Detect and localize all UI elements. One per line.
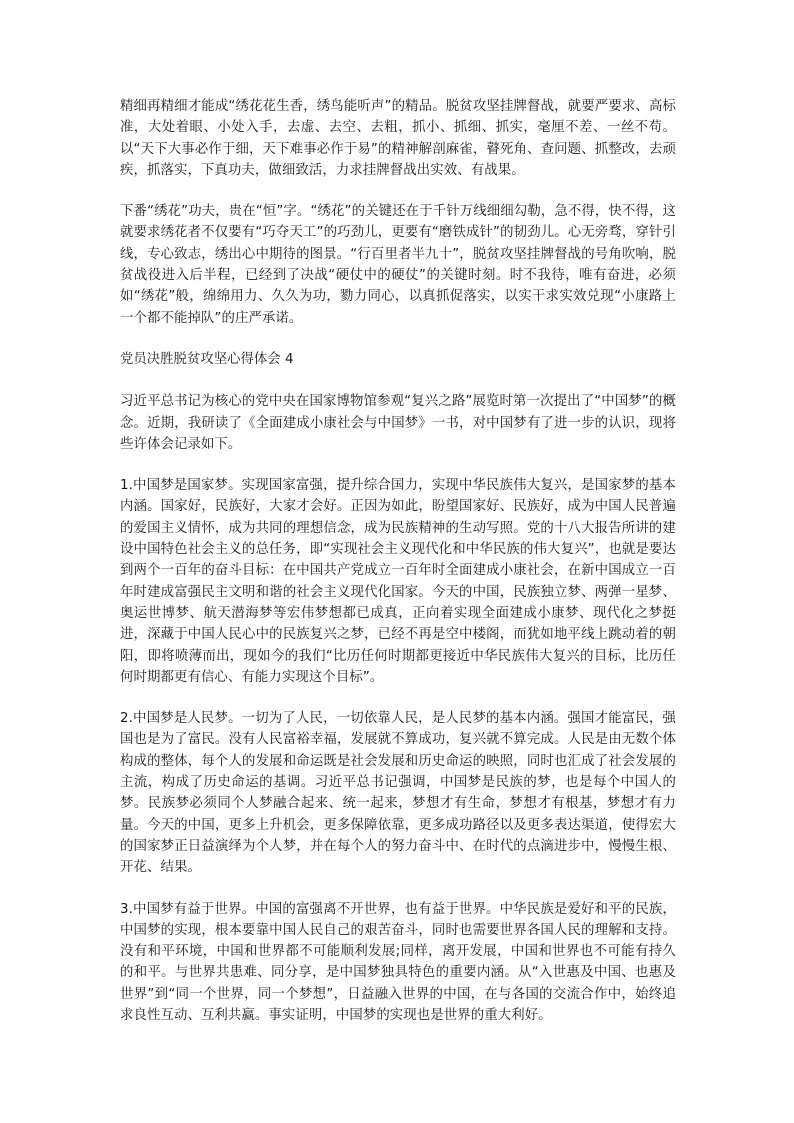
paragraph-embroidery-precision: 精细再精细才能成“绣花花生香，绣鸟能听声”的精品。脱贫攻坚挂牌督战，就要严要求、高标准，大处着眼、小处入手，去虚、去空、去粗，抓小、抓细、抓实，毫厘不差、一丝不苟。以“天下大事必作于细，天下难事必作于易”的精神解剖麻雀，瞽死角、查问题、抓整改，去顽疾，抓落实，下真功夫，做细致活，力求挂牌督战出实效、有战果。 — [120, 99, 676, 178]
section-heading: 党员决胜脱贫攻坚心得体会 4 — [120, 351, 294, 367]
paragraph-national-dream: 1.中国梦是国家梦。实现国家富强，提升综合国力，实现中华民族伟大复兴，是国家梦的基本内涵。国家好，民族好，大家才会好。正因为如此，盼望国家好、民族好，成为中国人民普遍的爱国主义情怀，成为共同的理想信念，成为民族精神的生动写照。党的十八大报告所讲的建设中国特色社会主义的总任务，即“实现社会主义现代化和中华民族的伟大复兴”，也就是要达到两个一百年的奋斗目标：在中国共产党成立一百年时全面建成小康社会，在新中国成立一百年时建成富强民主文明和谐的社会主义现代化国家。今天的中国，民族独立梦、两弹一星梦、奥运世博梦、航天潜海梦等宏伟梦想都已成真，正向着实现全面建成小康梦、现代化之梦挺进，深藏于中国人民心中的民族复兴之梦，已经不再是空中楼阁，而犹如地平线上跳动着的朝阳，即将喷薄而出，现如今的我们“比历任何时期都更接近中华民族伟大复兴的目标，比历任何时期都更有信心、有能力实现这个目标”。 — [120, 478, 676, 685]
paragraph-embroidery-perseverance: 下番“绣花”功夫，贵在“恒”字。“绣花”的关键还在于千针万线细细勾勒，急不得，快不得，这就要求绣花者不仅要有“巧夺天工”的巧劲儿，更要有“磨铁成针”的韧劲儿。心无旁骛，穿针引线，专心致志，绣出心中期待的图景。“行百里者半九十”，脱贫攻坚挂牌督战的号角吹响，脱贫战役进入后半程，已经到了决战“硬仗中的硬仗”的关键时刻。时不我待，唯有奋进，必须如“绣花”般，绵绵用力、久久为功，勠力同心，以真抓促落实，以实干求实效兑现“小康路上一个都不能掉队”的庄严承诺。 — [120, 204, 676, 326]
paragraph-introduction: 习近平总书记为核心的党中央在国家博物馆参观“复兴之路”展览时第一次提出了“中国梦”的概念。近期，我研读了《全面建成小康社会与中国梦》一书，对中国梦有了进一步的认识，现将些许体会记录如下。 — [120, 394, 676, 452]
paragraph-people-dream: 2.中国梦是人民梦。一切为了人民，一切依靠人民，是人民梦的基本内涵。强国才能富民，强国也是为了富民。没有人民富裕幸福，发展就不算成功，复兴就不算完成。人民是由无数个体构成的整体，每个人的发展和命运既是社会发展和历史命运的映照，同时也汇成了社会发展的主流，构成了历史命运的基调。习近平总书记强调，中国梦是民族的梦，也是每个中国人的梦。民族梦必须同个人梦融合起来、统一起来，梦想才有生命，梦想才有根基，梦想才有力量。今天的中国，更多上升机会，更多保障依靠，更多成功路径以及更多表达渠道，使得宏大的国家梦正日益演绎为个人梦，并在每个人的努力奋斗中、在时代的点滴进步中，慢慢生根、开花、结果。 — [120, 711, 676, 876]
document-body — [120, 96, 676, 1046]
paragraph-world-benefit: 3.中国梦有益于世界。中国的富强离不开世界，也有益于世界。中华民族是爱好和平的民族，中国梦的实现，根本要靠中国人民自己的艰苦奋斗，同时也需要世界各国人民的理解和支持。没有和平环境，中国和世界都不可能顺利发展;同样，离开发展，中国和世界也不可能有持久的和平。与世界共患难、同分享，是中国梦独具特色的重要内涵。从“入世惠及中国、也惠及世界”到“同一个世界，同一个梦想”，日益融入世界的中国，在与各国的交流合作中，始终追求良性互动、互利共赢。事实证明，中国梦的实现也是世界的重大利好。 — [120, 901, 676, 1023]
